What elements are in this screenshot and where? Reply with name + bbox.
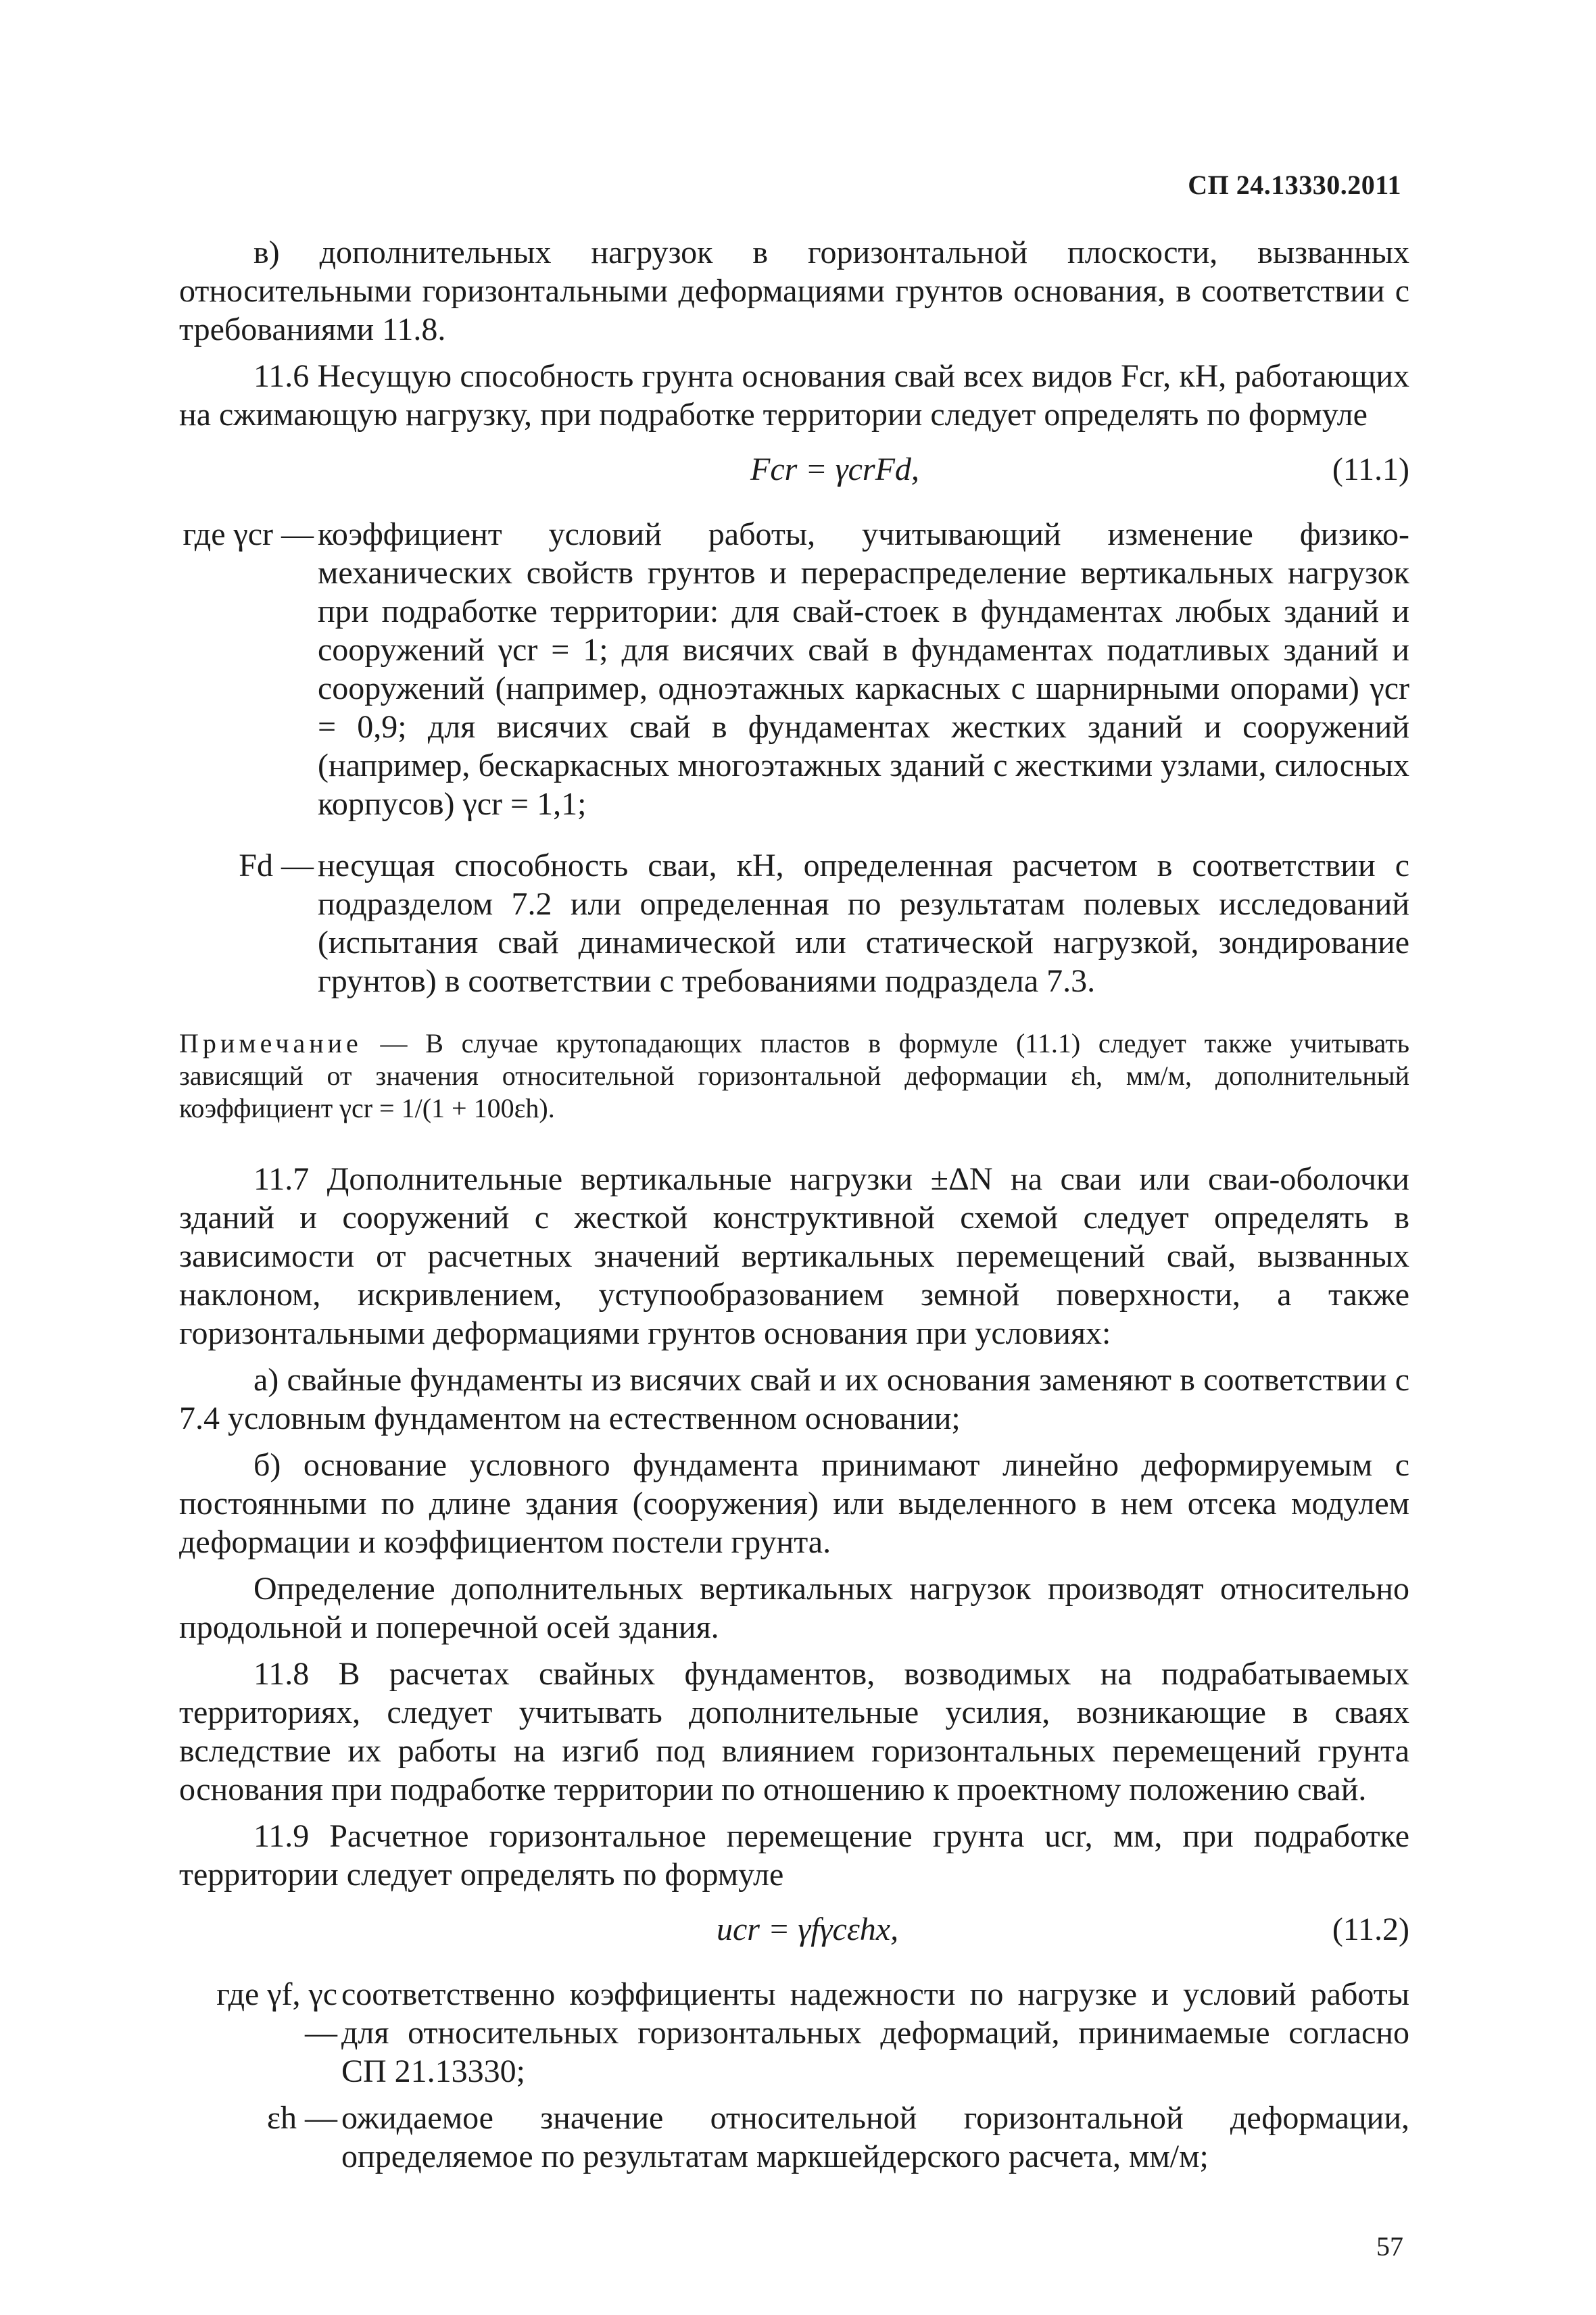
note (179, 1027, 1409, 1125)
definition-text: соответственно коэффициенты надежности по нагрузке и условий работы для относительных горизонтальных деформаций, принимаемые согласно СП 21.13330; (341, 1976, 1409, 2089)
definition-gamma-cr (179, 515, 1409, 823)
definition-text: несущая способность сваи, кН, определенная расчетом в соответствии с подразделом 7.2 или определенная по результатам полевых исследований (испытания свай динамической или статической нагрузкой, зондирование грунтов) в соответствии с требованиями подраздела 7.3. (318, 848, 1409, 999)
definition-gamma-f (179, 1975, 1409, 2091)
definition-term: Fd — (239, 848, 314, 883)
page-number: 57 (1376, 2231, 1403, 2262)
definition-text: ожидаемое значение относительной горизонтальной деформации, определяемое по результатам маркшейдерского расчета, мм/м; (341, 2100, 1409, 2174)
definition-text: коэффициент условий работы, учитывающий изменение физико-механических свойств грунтов и перераспределение вертикальных нагрузок при подработке территории: для свай-стоек в фундаментах любых зданий и сооружений γcr = 1; для висячих свай в фундаментах податливых зданий и сооружений (например, одноэтажных каркасных с шарнирными опорами) γcr = 0,9; для висячих свай в фундаментах жестких зданий и сооружений (например, бескаркасных многоэтажных зданий с жесткими узлами, силосных корпусов) γcr = 1,1; (318, 516, 1409, 822)
note-text: — В случае крутопадающих пластов в формуле (11.1) следует также учитывать зависящий от значения относительной горизонтальной деформации εh, мм/м, дополнительный коэффициент γcr = 1/(1 + 100εh). (179, 1028, 1409, 1123)
paragraph-11-9: 11.9 Расчетное горизонтальное перемещение грунта ucr, мм, при подработке территории следует определять по формуле (179, 1818, 1409, 1893)
paragraph-11-8: 11.8 В расчетах свайных фундаментов, возводимых на подрабатываемых территориях, следует учитывать дополнительные усилия, возникающие в сваях вследствие их работы на изгиб под влиянием горизонтальных перемещений грунта основания при подработке территории по отношению к проектному положению свай. (179, 1656, 1409, 1807)
paragraph-b: б) основание условного фундамента принимают линейно деформируемым с постоянными по длине здания (сооружения) или выделенного в нем отсека модулем деформации и коэффициентом постели грунта. (179, 1447, 1409, 1560)
paragraph-11-6: 11.6 Несущую способность грунта основания свай всех видов Fcr, кН, работающих на сжимающую нагрузку, при подработке территории следует определять по формуле (179, 358, 1409, 433)
definition-eps-h (179, 2099, 1409, 2176)
note-label: Примечание (179, 1028, 362, 1058)
document-code-header: СП 24.13330.2011 (1188, 170, 1401, 200)
paragraph-a: а) свайные фундаменты из висячих свай и их основания заменяют в соответствии с 7.4 условным фундаментом на естественном основании; (179, 1362, 1409, 1436)
formula-expression: Fcr = γcrFd, (750, 452, 919, 487)
formula-number: (11.2) (1332, 1911, 1409, 1947)
definition-term: где γcr — (183, 516, 314, 552)
definition-Fd (179, 846, 1409, 1000)
definition-term: εh — (266, 2100, 337, 2136)
paragraph-definition: Определение дополнительных вертикальных нагрузок производят относительно продольной и поперечной осей здания. (179, 1571, 1409, 1645)
page-content (179, 233, 1409, 2176)
formula-11-2 (179, 1903, 1409, 1957)
paragraph-11-7: 11.7 Дополнительные вертикальные нагрузки ±ΔN на сваи или сваи-оболочки зданий и сооружений с жесткой конструктивной схемой следует определять в зависимости от расчетных значений вертикальных перемещений свай, вызванных наклоном, искривлением, уступообразованием земной поверхности, а также горизонтальными деформациями грунтов основания при условиях: (179, 1161, 1409, 1351)
formula-expression: ucr = γfγcεhx, (717, 1911, 899, 1947)
formula-number: (11.1) (1332, 452, 1409, 487)
formula-11-1 (179, 443, 1409, 497)
definition-term: где γf, γc — (216, 1976, 337, 2051)
paragraph-v: в) дополнительных нагрузок в горизонтальной плоскости, вызванных относительными горизонтальными деформациями грунтов основания, в соответствии с требованиями 11.8. (179, 235, 1409, 347)
